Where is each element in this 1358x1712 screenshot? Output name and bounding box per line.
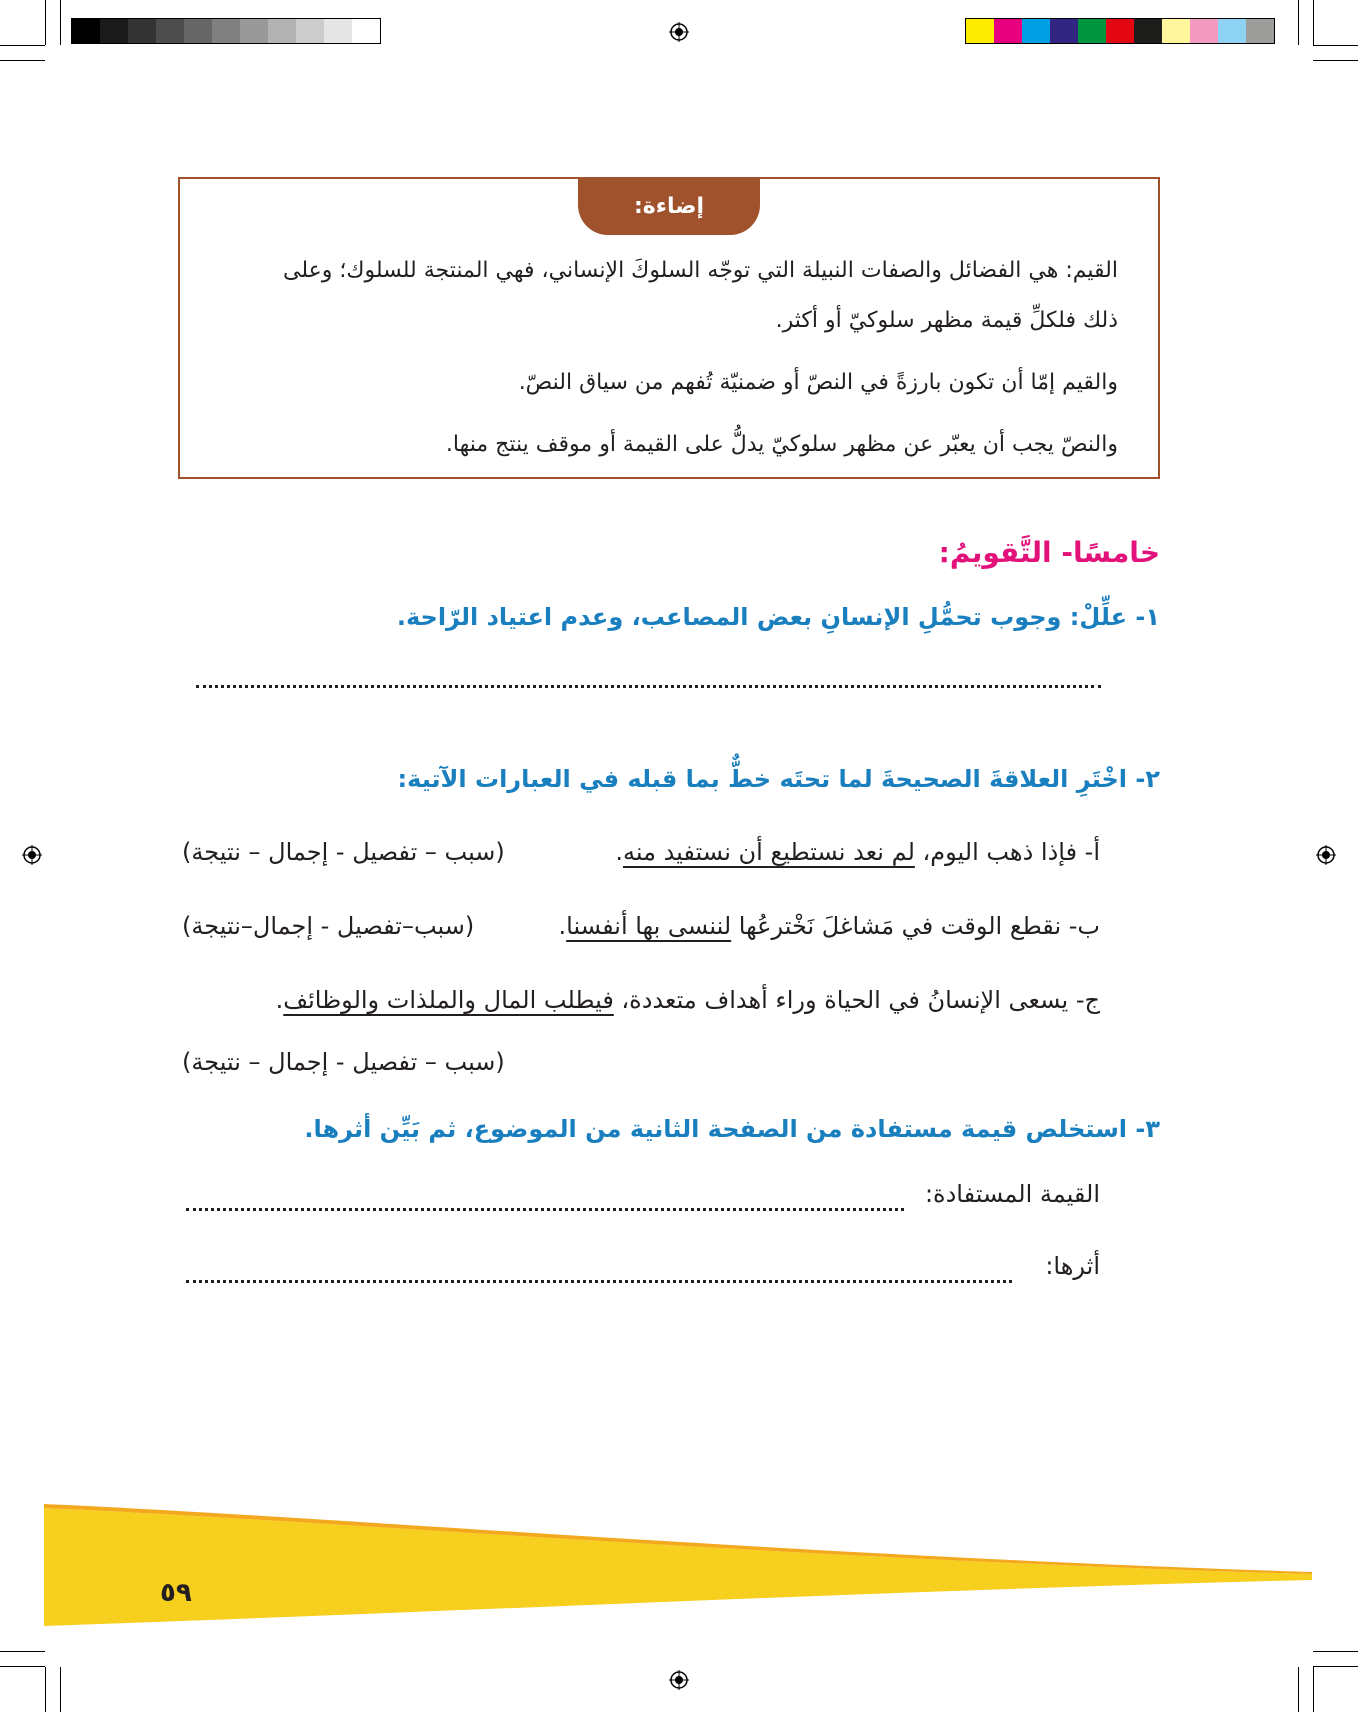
registration-mark-icon [669,22,689,42]
registration-mark-icon [1316,845,1336,865]
item-c-options: (سبب – تفصيل - إجمال – نتيجة) [182,1048,505,1076]
item-c-underlined: فيطلب المال والملذات والوظائف [283,986,614,1014]
crop-mark [45,0,46,45]
value-label: القيمة المستفادة: [924,1180,1100,1208]
info-box-title: إضاءة: [578,177,760,235]
item-c-sentence [276,986,1100,1014]
item-b-prefix: ب- نقطع الوقت في مَشاغلَ نَخْترعُها [731,912,1100,940]
crop-mark [45,1667,46,1712]
page-number: ٥٩ [160,1578,192,1608]
crop-mark [1298,1667,1299,1712]
crop-mark [1313,1666,1358,1667]
registration-mark-icon [22,845,42,865]
info-line-4: والنصّ يجب أن يعبّر عن مظهر سلوكيّ يدلُّ على القيمة أو موقف ينتج منها. [445,432,1118,457]
item-a-suffix: . [615,838,623,866]
answer-line-q1[interactable] [196,685,1101,688]
section-heading: خامسًا- التَّقويمُ: [938,536,1160,569]
crop-mark [1298,0,1299,45]
question-3: ٣- استخلص قيمة مستفادة من الصفحة الثانية من الموضوع، ثم بَيِّن أثرها. [304,1115,1160,1143]
crop-mark [0,60,45,61]
item-a-options: (سبب – تفصيل - إجمال – نتيجة) [182,838,505,866]
question-1: ١- علِّلْ: وجوب تحمُّلِ الإنسانِ بعض المصاعب، وعدم اعتياد الرّاحة. [396,603,1160,631]
crop-mark [0,45,45,46]
item-a-underlined: لم نعد نستطيع أن نستفيد منه [622,838,915,866]
crop-mark [60,1667,61,1712]
info-line-1: القيم: هي الفضائل والصفات النبيلة التي توجّه السلوكَ الإنساني، فهي المنتجة للسلوك؛ وعلى [282,258,1118,283]
color-calibration-bar [965,18,1275,44]
crop-mark [1313,1651,1358,1652]
crop-mark [1313,0,1314,45]
question-2: ٢- اخْتَرِ العلاقةَ الصحيحةَ لما تحتَه خطٌّ بما قبله في العبارات الآتية: [397,765,1160,793]
crop-mark [1313,60,1358,61]
crop-mark [1313,1667,1314,1712]
effect-label: أثرها: [1045,1252,1100,1280]
item-b-suffix: . [558,912,567,940]
item-a-prefix: أ- فإذا ذهب اليوم، [914,838,1100,866]
answer-line-effect[interactable] [186,1280,1012,1283]
footer-swoosh [0,1500,1358,1630]
crop-mark [0,1666,45,1667]
crop-mark [60,0,61,45]
grayscale-calibration-bar [71,18,381,44]
info-line-2: ذلك فلكلِّ قيمة مظهر سلوكيّ أو أكثر. [775,308,1118,333]
registration-mark-icon [669,1670,689,1690]
item-b-sentence [559,912,1100,940]
answer-line-value[interactable] [186,1208,904,1211]
crop-mark [0,1651,45,1652]
item-b-options: (سبب–تفصيل - إجمال–نتيجة) [182,912,475,940]
item-a-sentence [615,838,1100,866]
crop-mark [1313,45,1358,46]
info-line-3: والقيم إمّا أن تكون بارزةً في النصّ أو ضمنيّة تُفهم من سياق النصّ. [518,370,1118,395]
item-b-underlined: لننسى بها أنفسنا [566,912,732,940]
item-c-suffix: . [275,986,284,1014]
item-c-prefix: ج- يسعى الإنسانُ في الحياة وراء أهداف متعددة، [613,986,1100,1014]
